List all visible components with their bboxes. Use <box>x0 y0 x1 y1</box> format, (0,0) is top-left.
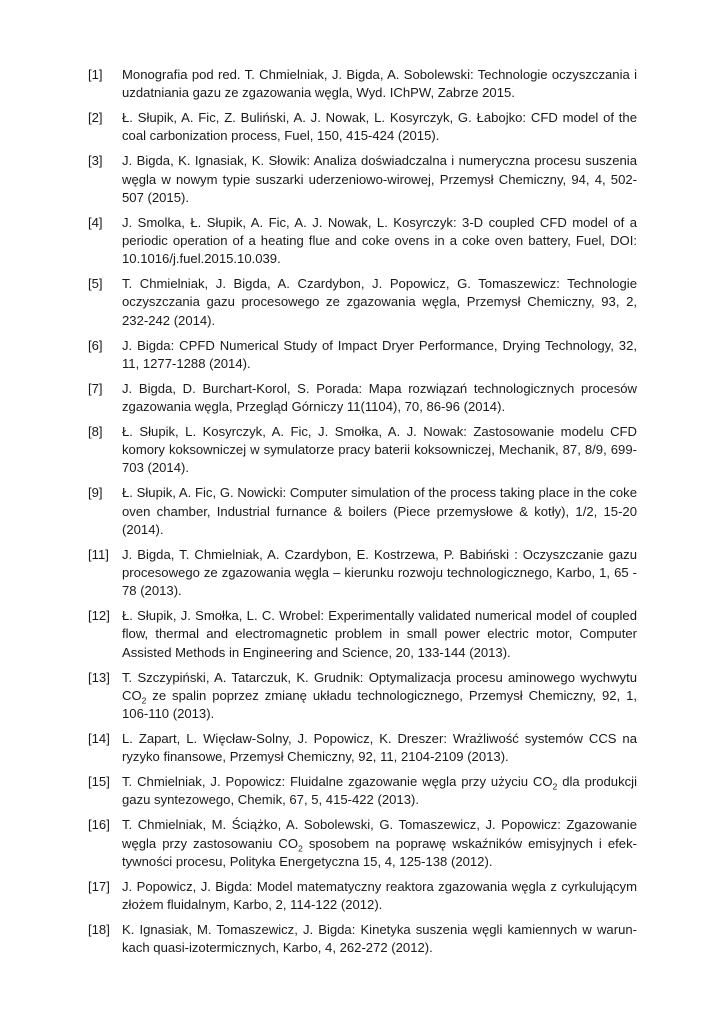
subscript: 2 <box>298 843 303 854</box>
reference-item <box>88 921 637 957</box>
reference-text-part: T. Szczypiński, A. Tatarczuk, K. Grudnik: Optymalizacja procesu aminowego wychwytu CO <box>122 669 637 703</box>
reference-text: T. Chmielniak, J. Bigda, A. Czardybon, J. Popowicz, G. Tomaszewicz: Technologie oczyszczania gazu procesowego ze zgazowania węgla, Przemysł Chemiczny, 93, 2, 232-242 (2014). <box>122 276 637 328</box>
reference-item <box>88 773 637 809</box>
reference-number: [12] <box>88 608 110 624</box>
reference-item <box>88 214 637 269</box>
reference-item <box>88 730 637 766</box>
reference-text-part: sposobem na poprawę wskaźników emisyjnych i efek-tywności procesu, Polityka Energetyczna 15, 4, 125-138 (2012). <box>122 835 637 869</box>
reference-item <box>88 546 637 601</box>
reference-text: J. Bigda: CPFD Numerical Study of Impact Dryer Performance, Drying Technology, 32, 11, 1277-1288 (2014). <box>122 337 637 371</box>
reference-text: L. Zapart, L. Więcław-Solny, J. Popowicz, K. Dreszer: Wrażliwość systemów CCS na ryzyko finansowe, Przemysł Chemiczny, 92, 11, 2104-2109 (2013). <box>122 731 637 765</box>
reference-number: [9] <box>88 485 103 501</box>
reference-item <box>88 66 637 102</box>
reference-text: Monografia pod red. T. Chmielniak, J. Bigda, A. Sobolewski: Technologie oczyszczania i uzdatniania gazu ze zgazowania węgla, Wyd. IChPW, Zabrze 2015. <box>122 67 637 101</box>
reference-item <box>88 380 637 416</box>
reference-item <box>88 669 637 724</box>
reference-item <box>88 484 637 539</box>
reference-number: [7] <box>88 380 103 396</box>
reference-number: [4] <box>88 214 103 230</box>
reference-text-part: ze spalin poprzez zmianę układu technologicznego, Przemysł Chemiczny, 92, 1, 106-110 (2013). <box>122 687 637 722</box>
reference-text: K. Ignasiak, M. Tomaszewicz, J. Bigda: Kinetyka suszenia węgli kamiennych w warun-kach quasi-izotermicznych, Karbo, 4, 262-272 (2012). <box>122 922 637 956</box>
reference-item <box>88 816 637 871</box>
reference-text: Ł. Słupik, J. Smołka, L. C. Wrobel: Experimentally validated numerical model of coupled flow, thermal and electromagnetic problem in small power electric motor, Computer Assisted Methods in Engineering and Science, 20, 133-144 (2013). <box>122 608 637 660</box>
reference-text: J. Bigda, D. Burchart-Korol, S. Porada: Mapa rozwiązań technologicznych procesów zgazowania węgla, Przegląd Górniczy 11(1104), 70, 86-96 (2014). <box>122 380 637 415</box>
reference-text: J. Smolka, Ł. Słupik, A. Fic, A. J. Nowak, L. Kosyrczyk: 3-D coupled CFD model of a periodic operation of a heating flue and coke ovens in a coke oven battery, Fuel, DOI: 10.1016/j.fuel.2015.10.039. <box>122 214 637 267</box>
reference-number: [14] <box>88 731 110 747</box>
reference-number: [5] <box>88 276 103 292</box>
subscript: 2 <box>552 781 558 792</box>
reference-item <box>88 152 637 207</box>
reference-text: J. Bigda, T. Chmielniak, A. Czardybon, E. Kostrzewa, P. Babiński : Oczyszczanie gazu procesowego ze zgazowania węgla – kierunku rozwoju technologicznego, Karbo, 1, 65 - 78 (2013). <box>122 546 637 599</box>
reference-text: Ł. Słupik, A. Fic, G. Nowicki: Computer simulation of the process taking place in the coke oven chamber, Industrial furnance & boilers (Piece przemysłowe & kotły), 1/2, 15-20 (2014). <box>122 485 637 537</box>
reference-item <box>88 423 637 478</box>
reference-text: J. Popowicz, J. Bigda: Model matematyczny reaktora zgazowania węgla z cyrkulującym złożem fluidalnym, Karbo, 2, 114-122 (2012). <box>122 878 637 913</box>
reference-number: [3] <box>88 153 103 169</box>
subscript: 2 <box>141 695 147 706</box>
reference-item <box>88 337 637 373</box>
reference-number: [17] <box>88 878 110 894</box>
reference-number: [1] <box>88 67 103 82</box>
reference-number: [18] <box>88 922 110 938</box>
reference-number: [6] <box>88 337 103 353</box>
reference-number: [2] <box>88 110 103 126</box>
reference-text-part: T. Chmielniak, M. Ściążko, A. Sobolewski, G. Tomaszewicz, J. Popowicz: Zgazowanie węgla przy zastosowaniu CO <box>122 817 637 851</box>
reference-number: [8] <box>88 424 103 440</box>
reference-number: [15] <box>88 774 110 790</box>
reference-text <box>122 669 637 724</box>
reference-text-part: dla produkcji gazu syntezowego, Chemik, 67, 5, 415-422 (2013). <box>122 774 637 808</box>
reference-number: [13] <box>88 669 110 685</box>
reference-item <box>88 275 637 330</box>
reference-number: [11] <box>88 546 109 562</box>
reference-text: Ł. Słupik, A. Fic, Z. Buliński, A. J. Nowak, L. Kosyrczyk, G. Łabojko: CFD model of the coal carbonization process, Fuel, 150, 415-424 (2015). <box>122 110 637 144</box>
reference-list <box>88 66 637 957</box>
reference-number: [16] <box>88 817 110 833</box>
reference-item <box>88 878 637 914</box>
reference-text-part: T. Chmielniak, J. Popowicz: Fluidalne zgazowanie węgla przy użyciu CO <box>122 774 553 790</box>
reference-text: Ł. Słupik, L. Kosyrczyk, A. Fic, J. Smołka, A. J. Nowak: Zastosowanie modelu CFD komory koksowniczej w symulatorze pracy baterii koksowniczej, Mechanik, 87, 8/9, 699-703 (2014). <box>122 424 637 476</box>
reference-item <box>88 607 637 662</box>
reference-text: J. Bigda, K. Ignasiak, K. Słowik: Analiza doświadczalna i numeryczna procesu suszenia węgla w nowym typie suszarki uderzeniowo-wirowej, Przemysł Chemiczny, 94, 4, 502-507 (2015). <box>122 153 637 205</box>
reference-text <box>122 816 637 871</box>
reference-text <box>122 773 637 809</box>
reference-item <box>88 109 637 145</box>
